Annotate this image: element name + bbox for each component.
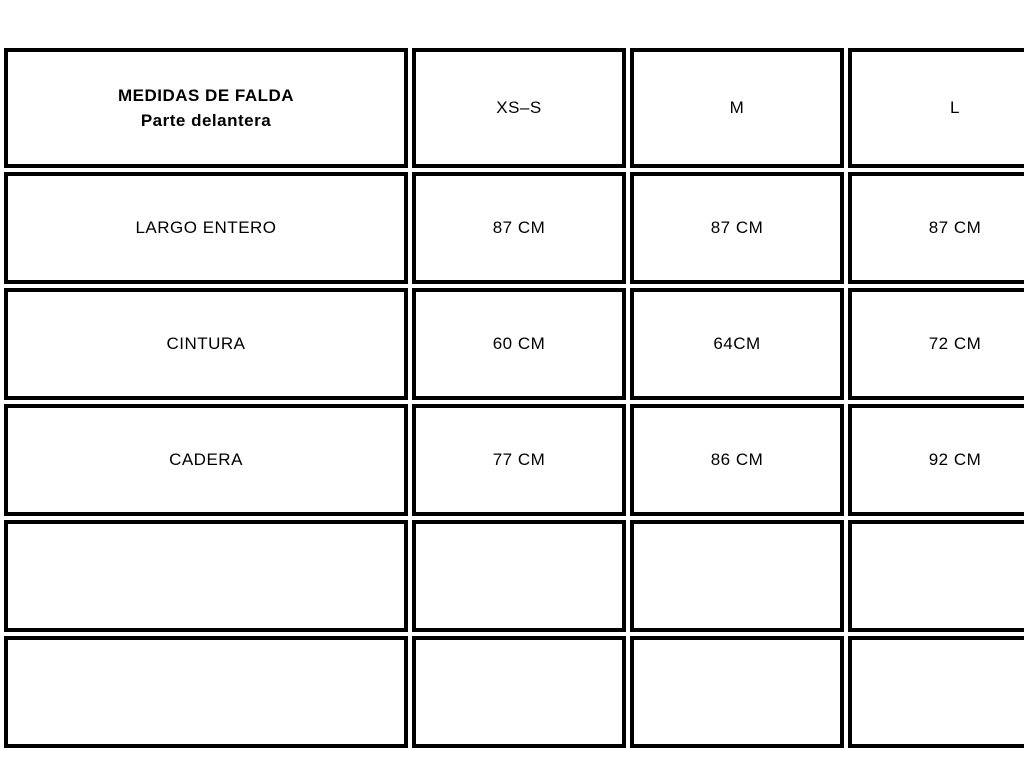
cell-cintura-l: 72 CM xyxy=(848,288,1024,400)
table-title-cell xyxy=(4,48,408,168)
cell-cadera-l: 92 CM xyxy=(848,404,1024,516)
size-measurements-table xyxy=(0,44,1024,752)
cell-empty-1-xs-s xyxy=(412,520,626,632)
row-label-cadera: CADERA xyxy=(4,404,408,516)
table-row xyxy=(4,520,1024,632)
cell-empty-2-l xyxy=(848,636,1024,748)
cell-empty-2-m xyxy=(630,636,844,748)
row-label-cintura: CINTURA xyxy=(4,288,408,400)
table-row xyxy=(4,636,1024,748)
cell-cintura-xs-s: 60 CM xyxy=(412,288,626,400)
cell-largo-entero-l: 87 CM xyxy=(848,172,1024,284)
cell-empty-1-l xyxy=(848,520,1024,632)
cell-cadera-xs-s: 77 CM xyxy=(412,404,626,516)
column-header-m: M xyxy=(630,48,844,168)
column-header-xs-s: XS–S xyxy=(412,48,626,168)
table-row xyxy=(4,172,1024,284)
table-row xyxy=(4,288,1024,400)
table-title-line-1: MEDIDAS DE FALDA xyxy=(117,85,295,105)
row-label-empty-2 xyxy=(4,636,408,748)
cell-largo-entero-m: 87 CM xyxy=(630,172,844,284)
column-header-l: L xyxy=(848,48,1024,168)
table-title-line-2: Parte delantera xyxy=(140,111,272,130)
cell-largo-entero-xs-s: 87 CM xyxy=(412,172,626,284)
table-header-row xyxy=(4,48,1024,168)
row-label-empty-1 xyxy=(4,520,408,632)
row-label-largo-entero: LARGO ENTERO xyxy=(4,172,408,284)
table-row xyxy=(4,404,1024,516)
cell-empty-2-xs-s xyxy=(412,636,626,748)
cell-cintura-m: 64CM xyxy=(630,288,844,400)
cell-cadera-m: 86 CM xyxy=(630,404,844,516)
cell-empty-1-m xyxy=(630,520,844,632)
